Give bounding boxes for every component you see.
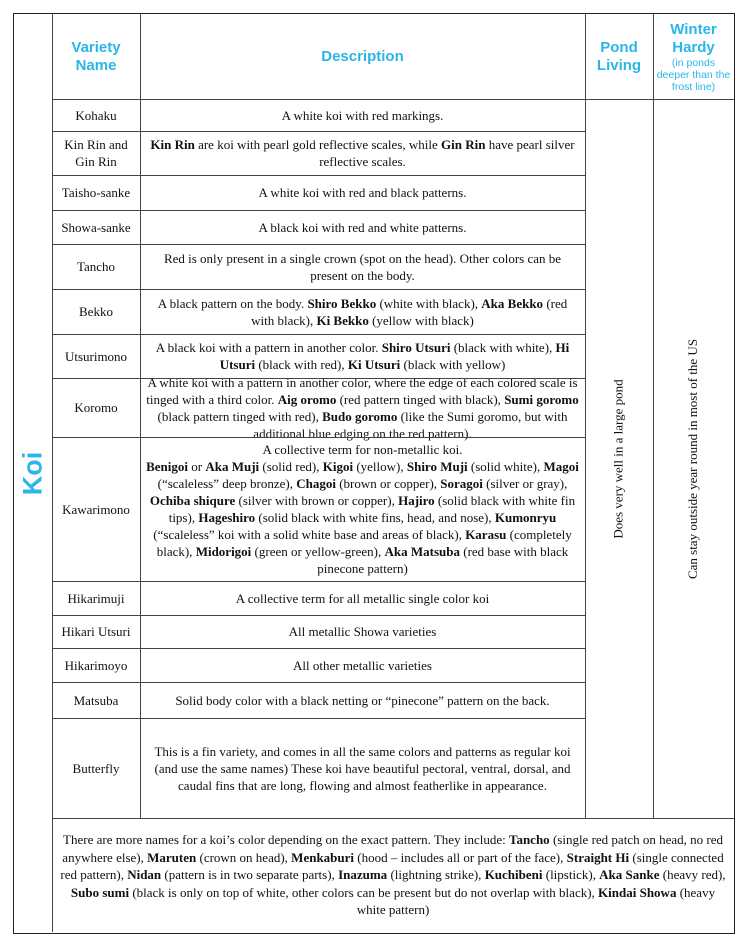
variety-name-cell bbox=[52, 648, 140, 682]
variety-description-text: A black koi with red and white patterns. bbox=[258, 219, 467, 235]
variety-name-cell bbox=[52, 334, 140, 378]
bold-term: Sumi goromo bbox=[504, 391, 579, 407]
variety-description-text: A collective term for non-metallic koi. Benigoi or Aka Muji (solid red), Kigoi (yellow), Shiro Muji (solid white), Magoi (“scaleless” deep bronze), Chagoi (brown or copper), Soragoi (silver or gray), Ochiba shiqure (silver with brown or copper), Hajiro (solid black with white fin tips), Hageshiro (solid black with white fins, head, and nose), Kumonryu (“scaleless” koi with a solid white base and areas of black), Karasu (completely black), Midorigoi (green or yellow-green), Aka Matsuba (red base with black pinecone pattern) bbox=[146, 442, 579, 576]
variety-description-text: A black koi with a pattern in another color. Shiro Utsuri (black with white), Hi Utsuri (black with red), Ki Utsuri (black with yellow) bbox=[155, 340, 570, 372]
variety-description bbox=[140, 437, 585, 581]
bold-term: Kumonryu bbox=[494, 510, 557, 525]
grid-line bbox=[52, 718, 585, 719]
bold-term: Ki Utsuri bbox=[347, 357, 401, 372]
header-description bbox=[140, 14, 585, 99]
grid-line bbox=[140, 14, 141, 818]
variety-name: Matsuba bbox=[73, 692, 119, 708]
bold-term: Ki Bekko bbox=[316, 312, 369, 328]
header-pond-living bbox=[585, 14, 653, 99]
grid-line bbox=[52, 289, 585, 290]
variety-description bbox=[140, 334, 585, 378]
bold-term: Gin Rin bbox=[441, 137, 486, 152]
grid-line bbox=[52, 378, 585, 379]
bold-term: Straight Hi bbox=[566, 849, 630, 865]
variety-description-text: All other metallic varieties bbox=[293, 657, 432, 673]
variety-name: Showa-sanke bbox=[61, 219, 131, 235]
grid-line bbox=[52, 99, 734, 100]
bold-term: Soragoi bbox=[440, 476, 483, 491]
variety-name: Koromo bbox=[74, 400, 118, 415]
pond-living-cell bbox=[585, 99, 653, 818]
variety-name-cell bbox=[52, 718, 140, 818]
bold-term: Benigoi bbox=[146, 459, 189, 474]
variety-name-cell bbox=[52, 682, 140, 718]
variety-name: Kohaku bbox=[75, 107, 117, 123]
bold-term: Shiro Bekko bbox=[307, 295, 377, 311]
bold-term: Hi Utsuri bbox=[219, 340, 570, 372]
variety-name: Tancho bbox=[76, 259, 116, 274]
bold-term: Aka Muji bbox=[205, 459, 260, 474]
variety-name-cell bbox=[52, 615, 140, 648]
grid-line bbox=[52, 175, 585, 176]
bold-term: Hajiro bbox=[398, 493, 435, 508]
variety-description-text: A collective term for all metallic single color koi bbox=[235, 590, 490, 606]
bold-term: Shiro Muji bbox=[406, 459, 468, 474]
variety-name-cell bbox=[52, 131, 140, 175]
variety-description bbox=[140, 648, 585, 682]
variety-description-text: A white koi with red markings. bbox=[281, 107, 444, 123]
bold-term: Aka Matsuba bbox=[384, 544, 460, 559]
bold-term: Kigoi bbox=[322, 459, 354, 474]
variety-name: Utsurimono bbox=[64, 348, 128, 364]
header-description-text: Description bbox=[321, 47, 404, 65]
winter-hardy-text: Can stay outside year round in most of the US bbox=[685, 338, 701, 579]
bold-term: Nidan bbox=[127, 867, 162, 883]
variety-description bbox=[140, 682, 585, 718]
bold-term: Chagoi bbox=[296, 476, 336, 491]
koi-variety-table bbox=[13, 13, 735, 934]
bold-term: Budo goromo bbox=[322, 408, 398, 424]
variety-name: Kin Rin and Gin Rin bbox=[64, 137, 128, 169]
variety-name: Hikarimoyo bbox=[64, 657, 128, 673]
grid-line bbox=[52, 682, 585, 683]
bold-term: Aig oromo bbox=[277, 391, 337, 407]
variety-name-cell bbox=[52, 244, 140, 289]
bold-term: Kin Rin bbox=[150, 137, 195, 152]
winter-hardy-cell bbox=[653, 99, 734, 818]
variety-name: Taisho-sanke bbox=[61, 185, 131, 200]
variety-description bbox=[140, 99, 585, 131]
header-variety-name-text: Variety Name bbox=[71, 38, 121, 74]
variety-name-cell bbox=[52, 99, 140, 131]
header-winter-hardy-note: (in ponds deeper than the frost line) bbox=[656, 56, 731, 93]
variety-description-text: All metallic Showa varieties bbox=[288, 624, 437, 639]
header-pond-living-text: Pond Living bbox=[596, 38, 642, 74]
grid-line bbox=[653, 14, 654, 818]
header-winter-hardy-text: Winter Hardy bbox=[670, 20, 717, 56]
grid-line bbox=[52, 437, 585, 438]
header-winter-hardy bbox=[653, 14, 734, 99]
footer-text: There are more names for a koi’s color depending on the exact pattern. They include: Tancho (single red patch on head, no red anywhere else), Maruten (crown on head), Menkaburi (hood – includes all or part of the face), Straight Hi (single connected red pattern), Nidan (pattern is in two separate parts), Inazuma (lightning strike), Kuchibeni (lipstick), Aka Sanke (heavy red), Subo sumi (black is only on top of white, other colors can be present but do not overlap with black), Kindai Showa (heavy white pattern) bbox=[60, 832, 726, 918]
grid-line bbox=[585, 14, 586, 818]
variety-description bbox=[140, 175, 585, 210]
variety-description bbox=[140, 289, 585, 334]
grid-line bbox=[52, 334, 585, 335]
grid-line bbox=[52, 244, 585, 245]
variety-name-cell bbox=[52, 175, 140, 210]
bold-term: Tancho bbox=[508, 832, 550, 848]
category-cell bbox=[14, 14, 52, 932]
bold-term: Aka Sanke bbox=[599, 867, 660, 883]
grid-line bbox=[52, 648, 585, 649]
grid-line bbox=[52, 210, 585, 211]
variety-description-text: This is a fin variety, and comes in all the same colors and patterns as regular koi (and use the same names) These koi have beautiful pectoral, ventral, dorsal, and caudal fins that are long, flowing and almost featherlike in appearance. bbox=[154, 743, 571, 793]
variety-description-text: A white koi with red and black patterns. bbox=[258, 185, 467, 200]
variety-name-cell bbox=[52, 289, 140, 334]
variety-description bbox=[140, 581, 585, 615]
variety-name: Butterfly bbox=[72, 760, 120, 776]
bold-term: Inazuma bbox=[338, 867, 388, 883]
bold-term: Midorigoi bbox=[195, 544, 252, 559]
bold-term: Shiro Utsuri bbox=[381, 340, 451, 355]
bold-term: Kindai Showa bbox=[598, 884, 677, 900]
variety-name-cell bbox=[52, 581, 140, 615]
bold-term: Aka Bekko bbox=[481, 295, 544, 311]
footer-cell bbox=[52, 818, 734, 932]
pond-living-text: Does very well in a large pond bbox=[611, 378, 627, 539]
variety-description-text: Red is only present in a single crown (spot on the head). Other colors can be present on the body. bbox=[163, 250, 562, 283]
variety-description-text: A black pattern on the body. Shiro Bekko (white with black), Aka Bekko (red with black), Ki Bekko (yellow with black) bbox=[157, 295, 568, 328]
grid-line bbox=[52, 131, 585, 132]
variety-name-cell bbox=[52, 210, 140, 244]
variety-name: Kawarimono bbox=[62, 501, 130, 517]
variety-description bbox=[140, 718, 585, 818]
grid-line bbox=[52, 615, 585, 616]
bold-term: Hageshiro bbox=[198, 510, 256, 525]
category-label: Koi bbox=[17, 451, 48, 495]
variety-description bbox=[140, 244, 585, 289]
variety-description-text: A white koi with a pattern in another color, where the edge of each colored scale is tinged with a third color. Aig oromo (red pattern tinged with black), Sumi goromo (black pattern tinged with red), Budo goromo (like the Sumi goromo, but with additional blue edging on the red pattern). bbox=[146, 374, 579, 441]
bold-term: Subo sumi bbox=[70, 884, 130, 900]
variety-name: Hikarimuji bbox=[67, 590, 125, 606]
variety-description bbox=[140, 374, 585, 441]
variety-description bbox=[140, 131, 585, 175]
grid-line bbox=[52, 818, 734, 819]
variety-description-text: Solid body color with a black netting or “pinecone” pattern on the back. bbox=[175, 692, 550, 708]
bold-term: Ochiba shiqure bbox=[149, 493, 236, 508]
variety-name: Bekko bbox=[79, 304, 113, 319]
variety-name-cell bbox=[52, 378, 140, 437]
variety-description-text: Kin Rin are koi with pearl gold reflective scales, while Gin Rin have pearl silver reflective scales. bbox=[150, 137, 575, 169]
bold-term: Kuchibeni bbox=[484, 867, 543, 883]
variety-description bbox=[140, 210, 585, 244]
header-variety-name bbox=[52, 14, 140, 99]
bold-term: Magoi bbox=[543, 459, 579, 474]
variety-name: Hikari Utsuri bbox=[61, 624, 131, 639]
variety-name-cell bbox=[52, 437, 140, 581]
bold-term: Karasu bbox=[465, 527, 507, 542]
grid-line bbox=[52, 581, 585, 582]
bold-term: Maruten bbox=[147, 849, 197, 865]
variety-description bbox=[140, 615, 585, 648]
bold-term: Menkaburi bbox=[291, 849, 355, 865]
grid-line bbox=[52, 14, 53, 932]
